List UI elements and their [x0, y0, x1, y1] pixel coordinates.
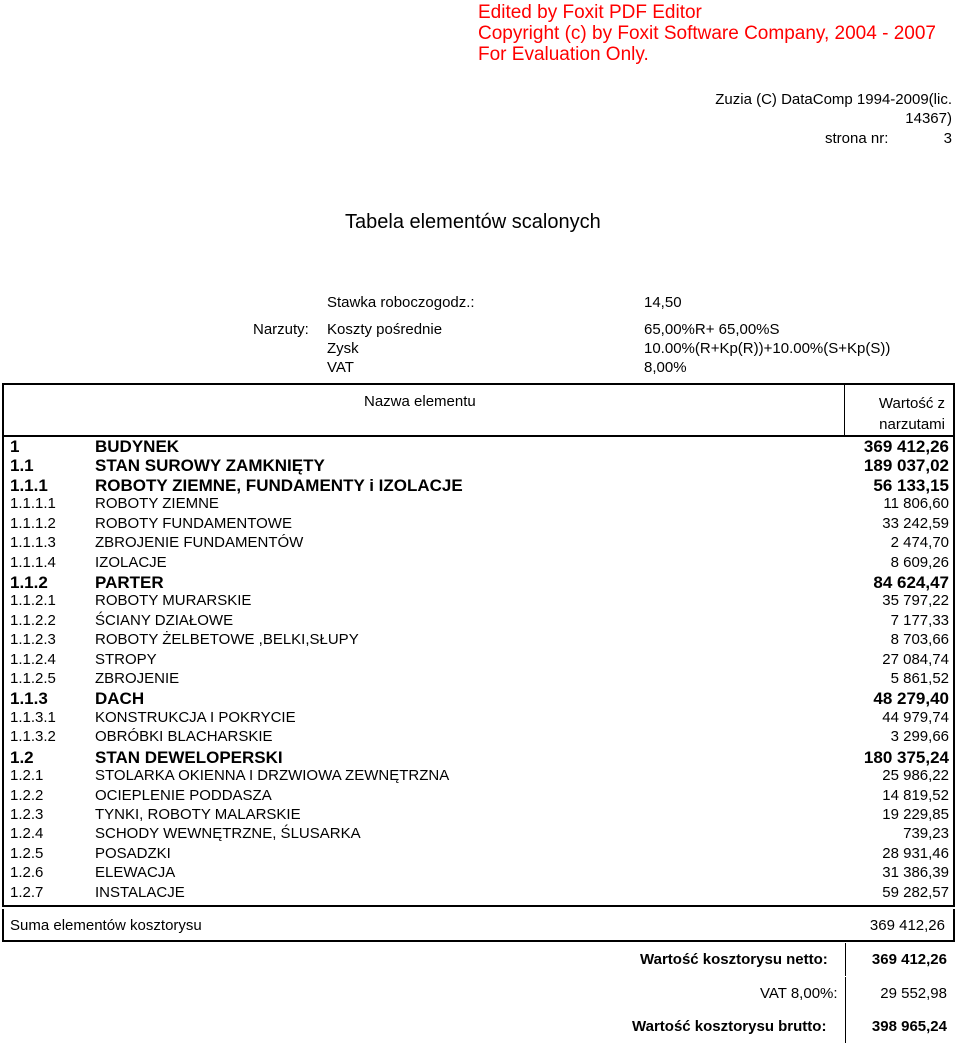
rate-label: Stawka roboczogodz.: [327, 294, 475, 311]
vat-label: VAT [327, 359, 354, 376]
row-name: BUDYNEK [95, 437, 180, 456]
row-value: 56 133,15 [873, 475, 949, 495]
row-name: POSADZKI [95, 844, 171, 862]
sum-label: Suma elementów kosztorysu [10, 917, 202, 934]
row-name: DACH [95, 689, 145, 709]
vat-value: 8,00% [644, 359, 687, 376]
table-row [4, 825, 957, 844]
table-row [4, 631, 957, 650]
table-row [4, 767, 957, 786]
row-value: 369 412,26 [863, 437, 949, 456]
row-value: 189 037,02 [863, 456, 949, 476]
row-code: 1.1.2.4 [10, 650, 56, 668]
table-row [4, 728, 957, 747]
row-value: 25 986,22 [882, 767, 949, 785]
row-code: 1.1.1 [10, 475, 48, 495]
indirect-costs-value: 65,00%R+ 65,00%S [644, 321, 780, 338]
page-number-label: strona nr: [825, 130, 889, 147]
vat-total-label: VAT 8,00%: [760, 985, 838, 1002]
row-code: 1.1.3 [10, 689, 48, 709]
watermark-line-2: Copyright (c) by Foxit Software Company, 2004 - 2007 [478, 23, 936, 44]
row-name: INSTALACJE [95, 883, 185, 901]
program-info-line-2: 14367) [905, 110, 952, 127]
row-code: 1.1.1.4 [10, 553, 56, 571]
row-value: 7 177,33 [890, 611, 949, 629]
row-value: 28 931,46 [882, 844, 949, 862]
row-name: ZBROJENIE [95, 670, 180, 688]
row-code: 1 [10, 437, 20, 456]
sum-value: 369 412,26 [869, 917, 945, 934]
row-code: 1.1.2.5 [10, 670, 56, 688]
row-name: ROBOTY ZIEMNE, FUNDAMENTY i IZOLACJE [95, 475, 463, 495]
row-value: 44 979,74 [882, 708, 949, 726]
row-value: 35 797,22 [882, 592, 949, 610]
table-row [4, 670, 957, 689]
row-code: 1.1.1.1 [10, 495, 56, 513]
row-name: TYNKI, ROBOTY MALARSKIE [95, 805, 301, 823]
gross-value-box [845, 1010, 955, 1043]
row-code: 1.1.3.1 [10, 708, 56, 726]
row-code: 1.2.5 [10, 844, 44, 862]
row-name: ROBOTY FUNDAMENTOWE [95, 514, 292, 532]
row-value: 11 806,60 [883, 495, 949, 513]
watermark-line-1: Edited by Foxit PDF Editor [478, 2, 702, 23]
row-value: 8 609,26 [890, 553, 949, 571]
table-row [4, 748, 957, 767]
row-name: PARTER [95, 572, 164, 592]
row-value: 84 624,47 [873, 572, 949, 592]
profit-label: Zysk [327, 340, 359, 357]
row-name: OCIEPLENIE PODDASZA [95, 786, 272, 804]
row-name: IZOLACJE [95, 553, 167, 571]
table-row [4, 864, 957, 883]
row-name: STAN SUROWY ZAMKNIĘTY [95, 456, 325, 476]
vat-total-value: 29 552,98 [880, 985, 947, 1002]
row-code: 1.1.2.3 [10, 631, 56, 649]
row-value: 19 229,85 [882, 805, 949, 823]
table-row [4, 806, 957, 825]
row-code: 1.2.4 [10, 825, 44, 843]
table-row [4, 495, 957, 514]
evaluation-watermark [478, 2, 936, 65]
row-name: ROBOTY MURARSKIE [95, 592, 252, 610]
row-name: ŚCIANY DZIAŁOWE [95, 611, 234, 629]
table-row [4, 534, 957, 553]
table-row [4, 709, 957, 728]
table-row [4, 476, 957, 495]
table-row [4, 437, 957, 456]
row-value: 33 242,59 [882, 514, 949, 532]
row-name: STAN DEWELOPERSKI [95, 747, 283, 767]
row-name: KONSTRUKCJA I POKRYCIE [95, 708, 296, 726]
row-name: ZBROJENIE FUNDAMENTÓW [95, 534, 304, 552]
watermark-line-3: For Evaluation Only. [478, 44, 649, 65]
header-divider [844, 385, 845, 435]
row-value: 2 474,70 [890, 534, 949, 552]
table-row [4, 573, 957, 592]
table-row [4, 651, 957, 670]
row-value: 31 386,39 [882, 864, 949, 882]
row-code: 1.1.2.1 [10, 592, 56, 610]
table-row [4, 612, 957, 631]
indirect-costs-label: Koszty pośrednie [327, 321, 443, 338]
row-name: ROBOTY ZIEMNE [95, 495, 219, 513]
column-header-value-line-1: Wartość z [878, 395, 945, 412]
row-code: 1.2.1 [10, 767, 44, 785]
table-row [4, 456, 957, 475]
page-title: Tabela elementów scalonych [345, 211, 601, 233]
net-value-label: Wartość kosztorysu netto: [640, 951, 828, 968]
sum-row [2, 909, 955, 942]
program-info-line-1: Zuzia (C) DataComp 1994-2009(lic. [715, 91, 952, 108]
row-name: STOLARKA OKIENNA I DRZWIOWA ZEWNĘTRZNA [95, 767, 450, 785]
row-value: 739,23 [903, 825, 949, 843]
rate-value: 14,50 [644, 294, 682, 311]
column-header-value [879, 393, 945, 435]
row-code: 1.1.1.2 [10, 514, 56, 532]
table-row [4, 689, 957, 708]
net-value: 369 412,26 [871, 951, 947, 968]
row-name: STROPY [95, 650, 157, 668]
row-name: SCHODY WEWNĘTRZNE, ŚLUSARKA [95, 825, 361, 843]
row-code: 1.2.7 [10, 883, 44, 901]
row-code: 1.2.6 [10, 864, 44, 882]
row-value: 59 282,57 [882, 883, 949, 901]
column-header-value-line-2: narzutami [879, 416, 945, 433]
column-header-name: Nazwa elementu [364, 393, 476, 410]
row-name: ELEWACJA [95, 864, 176, 882]
row-code: 1.1.2 [10, 572, 48, 592]
gross-value: 398 965,24 [871, 1018, 947, 1035]
row-value: 5 861,52 [890, 670, 949, 688]
net-value-box [845, 943, 955, 976]
table-row [4, 554, 957, 573]
row-code: 1.2 [10, 747, 34, 767]
vat-total-box [845, 977, 955, 1010]
row-name: ROBOTY ŻELBETOWE ,BELKI,SŁUPY [95, 631, 359, 649]
row-value: 8 703,66 [890, 631, 949, 649]
table-row [4, 884, 957, 903]
profit-value: 10.00%(R+Kp(R))+10.00%(S+Kp(S)) [644, 340, 891, 357]
row-name: OBRÓBKI BLACHARSKIE [95, 728, 273, 746]
gross-value-label: Wartość kosztorysu brutto: [632, 1018, 827, 1035]
row-code: 1.2.3 [10, 805, 44, 823]
table-row [4, 515, 957, 534]
row-value: 48 279,40 [873, 689, 949, 709]
table-row [4, 845, 957, 864]
row-code: 1.2.2 [10, 786, 44, 804]
row-code: 1.1.2.2 [10, 611, 56, 629]
table-row [4, 592, 957, 611]
table-row [4, 787, 957, 806]
row-code: 1.1.3.2 [10, 728, 56, 746]
row-code: 1.1.1.3 [10, 534, 56, 552]
row-value: 180 375,24 [863, 747, 949, 767]
row-value: 3 299,66 [890, 728, 949, 746]
elements-table [2, 383, 955, 907]
row-value: 14 819,52 [882, 786, 949, 804]
row-value: 27 084,74 [882, 650, 949, 668]
markups-label: Narzuty: [253, 321, 309, 338]
page-number: 3 [943, 130, 952, 147]
row-code: 1.1 [10, 456, 34, 476]
